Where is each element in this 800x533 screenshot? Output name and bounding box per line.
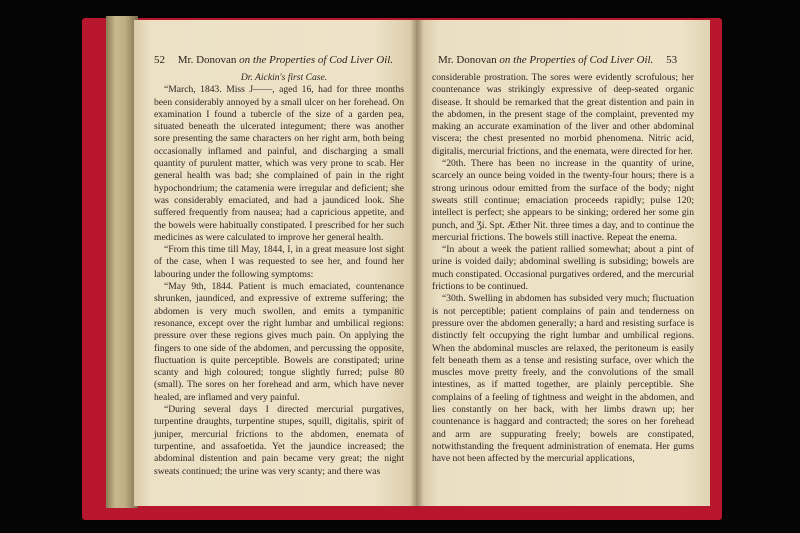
paragraph: “20th. There has been no increase in the quantity of urine, scarcely an ounce being voided in the twenty-four hours; there is a strong urinous odour emitted from the surface of the body; night sweats still continue; emaciation proceeds rapidly; pulse 120; intellect is perfect; she appears to be sinking; ordered her some gin punch, and Ʒi. Spt. Æther Nit. three times a day, and to continue the mercurial frictions. The bowels still inactive. Repeat the enema.	[432, 158, 694, 243]
right-header-title: on the Properties of Cod Liver Oil.	[499, 54, 654, 66]
right-header-author: Mr. Donovan	[438, 54, 497, 66]
left-page-body	[154, 72, 404, 478]
paragraph: “May 9th, 1844. Patient is much emaciated, countenance shrunken, jaundiced, and expressive of extreme suffering; the abdomen is very much swollen, and emits a tympanitic resonance, except over the right lumbar and umbilical regions: pressure over these regions gives much pain. On applying the fingers to one side of the abdomen, and percussing the opposite, fluctuation is quite perceptible. Bowels are constipated; urine scanty and high coloured; tongue slightly furred; pulse 80 (small). The sores on her forehead and arm, which have never healed, are inflamed and very painful.	[154, 281, 404, 403]
left-header-author: Mr. Donovan	[177, 54, 237, 66]
paragraph: “March, 1843. Miss J——, aged 16, had for three months been considerably annoyed by a small ulcer on her forehead. On examination I found a tubercle of the size of a garden pea, situated beneath the ulcerated integument; there was another sore presenting the same characters on her right arm, both being occasionally inflamed and painful, and discharging a small quantity of purulent matter, which was very prone to scab. Her general health was bad; she complained of pain in the right hypochondrium; the catamenia were irregular and deficient; she was considerably emaciated, and had a jaundiced look. She suffered frequently from nausea; had a capricious appetite, and the bowels were habitually constipated. I prescribed for her such medicines as were calculated to improve her general health.	[154, 84, 404, 243]
left-page-number: 52	[154, 54, 165, 66]
left-header-title: on the Properties of Cod Liver Oil.	[239, 54, 394, 66]
right-page-number: 53	[666, 54, 678, 66]
right-page-body	[432, 72, 694, 466]
paragraph: “From this time till May, 1844, I, in a great measure lost sight of the case, when I was requested to see her, and found her labouring under the following symptoms:	[154, 244, 404, 280]
paragraph: “30th. Swelling in abdomen has subsided very much; fluctuation is not perceptible; patient complains of pain and tenderness on pressure over the abdomen generally; a hard and resisting surface is distinctly felt occupying the right lumbar and umbilical regions. When the abdominal muscles are relaxed, the peritoneum is easily felt beneath them as a tense and resisting surface, over which the muscles move pretty freely, and the convolutions of the small intestines, as if matted together, are plainly perceptible. She complains of a feeling of tightness and weight in the abdomen, and lies constantly on her back, with her limbs drawn up; her countenance is haggard and contracted; the sores on her forehead and arm are suppurating freely; bowels are constipated, notwithstanding the frequent administration of enemata. Her gums have not been affected by the mercurial applications,	[432, 293, 694, 465]
case-title: Dr. Aickin's first Case.	[240, 72, 328, 83]
book-gutter	[410, 20, 424, 506]
paragraph: “During several days I directed mercurial purgatives, turpentine draughts, turpentine stupes, squill, digitalis, spirit of juniper, mercurial frictions to the abdomen, enemata of turpentine, and assafoetida. Yet the jaundice increased; the abdominal distention and pain became very great; the night sweats continued; the urine was very scanty; and there was	[154, 404, 404, 477]
paragraph: “In about a week the patient rallied somewhat; about a pint of urine is voided daily; abdominal swelling is subsiding; bowels are much constipated. Occasional purgatives ordered, and the mercurial frictions to be continued.	[432, 244, 694, 293]
right-page	[416, 20, 710, 506]
left-running-header	[154, 54, 393, 66]
paragraph: considerable prostration. The sores were evidently scrofulous; her countenance was strikingly expressive of deep-seated organic disease. It should be remarked that the great distention and pain in the abdomen, in the present stage of the complaint, prevented my making an accurate examination of the liver and other abdominal viscera; the chest presented no morbid phenomena. Nitric acid, digitalis, mercurial frictions, and the enemata, were directed for her.	[432, 72, 694, 157]
left-page	[134, 20, 416, 506]
right-running-header	[438, 54, 677, 66]
